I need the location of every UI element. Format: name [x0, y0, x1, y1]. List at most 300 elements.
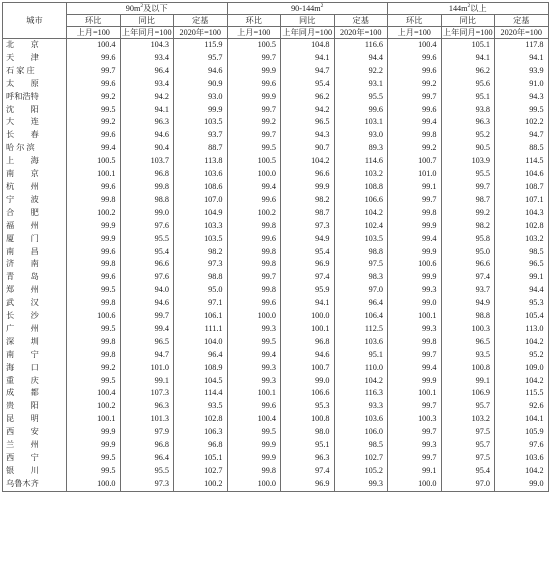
index-value-cell: 100.1 [227, 387, 281, 400]
table-row [3, 181, 549, 194]
index-value-cell: 99.3 [388, 284, 442, 297]
index-value-cell: 117.8 [495, 39, 549, 52]
index-value-cell: 106.3 [174, 426, 228, 439]
index-value-cell: 103.9 [441, 155, 495, 168]
index-value-cell: 91.0 [495, 78, 549, 91]
city-cell: 重 庆 [3, 375, 67, 388]
base-header: 上年同月=100 [121, 28, 172, 37]
index-value-cell: 103.3 [174, 220, 228, 233]
index-value-cell: 96.8 [174, 439, 228, 452]
index-value-cell: 104.3 [120, 39, 174, 52]
index-value-cell: 99.6 [227, 297, 281, 310]
table-row [3, 336, 549, 349]
index-value-cell: 99.6 [388, 65, 442, 78]
index-value-cell: 99.7 [67, 65, 121, 78]
index-value-cell: 99.2 [67, 362, 121, 375]
index-value-cell: 97.6 [120, 271, 174, 284]
table-row [3, 413, 549, 426]
index-value-cell: 94.2 [281, 104, 335, 117]
index-value-cell: 99.4 [388, 116, 442, 129]
index-value-cell: 98.3 [334, 271, 388, 284]
index-value-cell: 99.2 [227, 116, 281, 129]
city-cell: 福 州 [3, 220, 67, 233]
index-value-cell: 94.7 [120, 349, 174, 362]
index-value-cell: 99.9 [388, 375, 442, 388]
index-value-cell: 99.9 [388, 271, 442, 284]
table-row [3, 465, 549, 478]
index-value-cell: 99.6 [227, 194, 281, 207]
index-value-cell: 106.4 [334, 310, 388, 323]
index-value-cell: 95.1 [334, 349, 388, 362]
index-value-cell: 94.0 [120, 284, 174, 297]
index-value-cell: 97.9 [120, 426, 174, 439]
index-value-cell: 99.7 [120, 310, 174, 323]
city-cell: 郑 州 [3, 284, 67, 297]
index-value-cell: 99.3 [388, 323, 442, 336]
sub-header: 同比 [120, 15, 174, 27]
index-value-cell: 99.0 [120, 207, 174, 220]
index-value-cell: 96.5 [495, 258, 549, 271]
table-row [3, 439, 549, 452]
index-value-cell: 106.9 [441, 387, 495, 400]
index-value-cell: 98.2 [174, 246, 228, 259]
group-header-large: $144m^2$以上 [388, 3, 549, 15]
index-value-cell: 99.6 [227, 400, 281, 413]
index-value-cell: 95.4 [281, 78, 335, 91]
table-row [3, 233, 549, 246]
index-value-cell: 93.5 [174, 400, 228, 413]
city-cell: 沈 阳 [3, 104, 67, 117]
index-value-cell: 99.7 [227, 52, 281, 65]
index-value-cell: 99.8 [120, 181, 174, 194]
index-value-cell: 102.7 [334, 452, 388, 465]
index-value-cell: 94.7 [281, 65, 335, 78]
index-value-cell: 103.1 [334, 116, 388, 129]
index-value-cell: 95.7 [441, 400, 495, 413]
index-value-cell: 95.5 [334, 91, 388, 104]
index-value-cell: 109.0 [495, 362, 549, 375]
index-value-cell: 99.9 [67, 233, 121, 246]
index-value-cell: 103.6 [495, 452, 549, 465]
index-value-cell: 99.9 [281, 181, 335, 194]
index-value-cell: 99.8 [67, 297, 121, 310]
index-value-cell: 100.5 [67, 155, 121, 168]
index-value-cell: 95.2 [495, 349, 549, 362]
index-value-cell: 96.3 [441, 116, 495, 129]
index-value-cell: 97.0 [334, 284, 388, 297]
index-value-cell: 104.2 [334, 207, 388, 220]
index-value-cell: 107.1 [495, 194, 549, 207]
index-value-cell: 99.4 [227, 181, 281, 194]
base-header: 上月=100 [67, 27, 121, 39]
city-cell: 合 肥 [3, 207, 67, 220]
index-value-cell: 94.7 [495, 129, 549, 142]
index-value-cell: 93.1 [334, 78, 388, 91]
index-value-cell: 95.5 [120, 465, 174, 478]
index-value-cell: 100.4 [388, 39, 442, 52]
index-value-cell: 88.7 [174, 142, 228, 155]
index-value-cell: 103.2 [495, 233, 549, 246]
table-row [3, 478, 549, 491]
index-value-cell: 99.2 [388, 78, 442, 91]
index-value-cell: 100.2 [67, 207, 121, 220]
index-value-cell: 100.2 [67, 400, 121, 413]
index-value-cell: 97.1 [174, 297, 228, 310]
index-value-cell: 99.3 [227, 375, 281, 388]
index-value-cell: 99.6 [388, 52, 442, 65]
index-value-cell: 108.9 [174, 362, 228, 375]
city-cell: 北 京 [3, 39, 67, 52]
index-value-cell: 96.2 [281, 91, 335, 104]
index-value-cell: 108.8 [334, 181, 388, 194]
sub-header: 定基 [174, 15, 228, 27]
index-value-cell: 96.8 [281, 336, 335, 349]
index-value-cell: 97.5 [441, 426, 495, 439]
index-value-cell: 95.3 [281, 400, 335, 413]
index-value-cell: 99.6 [67, 246, 121, 259]
index-value-cell: 90.4 [120, 142, 174, 155]
index-value-cell: 99.8 [227, 258, 281, 271]
city-cell: 杭 州 [3, 181, 67, 194]
index-value-cell: 100.2 [227, 207, 281, 220]
city-cell: 深 圳 [3, 336, 67, 349]
table-row [3, 271, 549, 284]
index-value-cell: 99.8 [388, 336, 442, 349]
index-value-cell: 99.8 [227, 284, 281, 297]
index-value-cell: 99.8 [388, 129, 442, 142]
index-value-cell: 90.7 [281, 142, 335, 155]
index-value-cell: 99.9 [227, 91, 281, 104]
index-value-cell: 104.2 [495, 375, 549, 388]
index-value-cell: 99.5 [67, 452, 121, 465]
index-value-cell: 93.4 [120, 78, 174, 91]
city-cell: 成 都 [3, 387, 67, 400]
index-value-cell: 99.3 [334, 478, 388, 491]
table-row [3, 220, 549, 233]
index-value-cell: 98.7 [441, 194, 495, 207]
index-value-cell: 94.1 [441, 52, 495, 65]
index-value-cell: 98.5 [495, 246, 549, 259]
city-cell: 西 安 [3, 426, 67, 439]
index-value-cell: 95.1 [441, 91, 495, 104]
table-row [3, 375, 549, 388]
index-value-cell: 99.7 [227, 271, 281, 284]
index-value-cell: 115.5 [495, 387, 549, 400]
table-row [3, 387, 549, 400]
index-value-cell: 95.7 [174, 52, 228, 65]
base-header: 2020年=100 [334, 27, 388, 39]
index-value-cell: 99.9 [174, 104, 228, 117]
index-value-cell: 93.9 [495, 65, 549, 78]
index-value-cell: 94.3 [281, 129, 335, 142]
index-value-cell: 99.0 [281, 375, 335, 388]
city-cell: 呼和浩特 [3, 91, 67, 104]
index-value-cell: 99.8 [67, 349, 121, 362]
index-value-cell: 105.1 [174, 452, 228, 465]
index-value-cell: 100.4 [67, 39, 121, 52]
city-cell: 南 宁 [3, 349, 67, 362]
index-value-cell: 99.2 [388, 142, 442, 155]
index-value-cell: 111.1 [174, 323, 228, 336]
index-value-cell: 99.5 [67, 323, 121, 336]
table-row [3, 52, 549, 65]
index-value-cell: 97.0 [441, 478, 495, 491]
index-value-cell: 106.6 [334, 194, 388, 207]
index-value-cell: 96.6 [281, 168, 335, 181]
city-column-header: 城市 [3, 3, 67, 39]
index-value-cell: 103.5 [174, 233, 228, 246]
table-row [3, 207, 549, 220]
index-value-cell: 103.5 [174, 116, 228, 129]
sub-header: 同比 [441, 15, 495, 27]
index-value-cell: 95.7 [441, 439, 495, 452]
index-value-cell: 98.2 [441, 220, 495, 233]
table-row [3, 104, 549, 117]
city-cell: 长 春 [3, 129, 67, 142]
index-value-cell: 99.7 [388, 452, 442, 465]
base-header: 上月=100 [227, 27, 281, 39]
table-row [3, 400, 549, 413]
index-value-cell: 102.7 [174, 465, 228, 478]
sub-header: 环比 [227, 15, 281, 27]
index-value-cell: 94.6 [120, 297, 174, 310]
table-row [3, 284, 549, 297]
index-value-cell: 99.9 [227, 65, 281, 78]
index-value-cell: 96.3 [120, 400, 174, 413]
index-value-cell: 96.9 [281, 258, 335, 271]
index-value-cell: 95.1 [281, 439, 335, 452]
index-value-cell: 99.6 [227, 78, 281, 91]
index-value-cell: 97.3 [174, 258, 228, 271]
index-value-cell: 107.3 [120, 387, 174, 400]
index-value-cell: 100.0 [67, 478, 121, 491]
index-value-cell: 94.6 [120, 129, 174, 142]
index-value-cell: 99.3 [227, 323, 281, 336]
index-value-cell: 96.3 [120, 116, 174, 129]
index-value-cell: 100.1 [388, 387, 442, 400]
city-cell: 武 汉 [3, 297, 67, 310]
city-cell: 长 沙 [3, 310, 67, 323]
sub-header: 环比 [388, 15, 442, 27]
index-value-cell: 93.0 [174, 91, 228, 104]
index-value-cell: 92.2 [334, 65, 388, 78]
table-row [3, 78, 549, 91]
index-value-cell: 100.1 [67, 413, 121, 426]
table-body [3, 39, 549, 492]
index-value-cell: 96.8 [120, 439, 174, 452]
city-cell: 上 海 [3, 155, 67, 168]
city-cell: 厦 门 [3, 233, 67, 246]
city-cell: 哈 尔 滨 [3, 142, 67, 155]
index-value-cell: 97.4 [281, 271, 335, 284]
index-value-cell: 95.4 [441, 465, 495, 478]
index-value-cell: 99.2 [441, 207, 495, 220]
index-value-cell: 100.7 [281, 362, 335, 375]
index-value-cell: 96.8 [120, 168, 174, 181]
city-cell: 昆 明 [3, 413, 67, 426]
index-value-cell: 100.1 [67, 168, 121, 181]
index-value-cell: 100.2 [174, 478, 228, 491]
sub-header: 同比 [281, 15, 335, 27]
city-cell: 南 昌 [3, 246, 67, 259]
index-value-cell: 99.0 [388, 297, 442, 310]
index-value-cell: 104.6 [495, 168, 549, 181]
index-value-cell: 104.8 [281, 39, 335, 52]
index-value-cell: 108.6 [174, 181, 228, 194]
city-cell: 西 宁 [3, 452, 67, 465]
index-value-cell: 93.7 [441, 284, 495, 297]
city-cell: 青 岛 [3, 271, 67, 284]
index-value-cell: 98.0 [281, 426, 335, 439]
index-value-cell: 95.6 [441, 78, 495, 91]
index-value-cell: 100.0 [227, 310, 281, 323]
index-value-cell: 99.5 [495, 104, 549, 117]
index-value-cell: 99.7 [227, 129, 281, 142]
base-header: 上月=100 [388, 27, 442, 39]
index-value-cell: 105.9 [495, 426, 549, 439]
index-value-cell: 104.2 [281, 155, 335, 168]
index-value-cell: 95.2 [441, 129, 495, 142]
table-row [3, 39, 549, 52]
index-value-cell: 102.2 [495, 116, 549, 129]
index-value-cell: 99.3 [388, 439, 442, 452]
index-value-cell: 96.4 [120, 452, 174, 465]
index-value-cell: 99.8 [227, 220, 281, 233]
city-cell: 海 口 [3, 362, 67, 375]
index-value-cell: 99.6 [67, 181, 121, 194]
city-cell: 贵 阳 [3, 400, 67, 413]
index-value-cell: 99.9 [388, 220, 442, 233]
index-value-cell: 115.9 [174, 39, 228, 52]
index-value-cell: 99.7 [388, 349, 442, 362]
index-value-cell: 103.2 [334, 168, 388, 181]
index-value-cell: 98.8 [174, 271, 228, 284]
index-value-cell: 104.2 [334, 375, 388, 388]
index-value-cell: 98.8 [334, 246, 388, 259]
index-value-cell: 94.1 [495, 52, 549, 65]
index-value-cell: 99.9 [67, 426, 121, 439]
index-value-cell: 97.5 [441, 452, 495, 465]
index-value-cell: 102.4 [334, 220, 388, 233]
index-value-cell: 96.6 [441, 258, 495, 271]
index-value-cell: 99.9 [67, 220, 121, 233]
index-value-cell: 99.6 [67, 78, 121, 91]
index-value-cell: 100.0 [281, 310, 335, 323]
index-value-cell: 97.3 [120, 478, 174, 491]
index-value-cell: 94.2 [120, 91, 174, 104]
index-value-cell: 104.5 [174, 375, 228, 388]
sub-header: 定基 [495, 15, 549, 27]
index-value-cell: 110.0 [334, 362, 388, 375]
index-value-cell: 99.1 [120, 375, 174, 388]
table-row [3, 297, 549, 310]
index-value-cell: 94.4 [334, 52, 388, 65]
table-row [3, 362, 549, 375]
index-value-cell: 96.9 [281, 478, 335, 491]
table-row [3, 426, 549, 439]
city-cell: 大 连 [3, 116, 67, 129]
index-value-cell: 99.4 [227, 349, 281, 362]
index-value-cell: 96.4 [334, 297, 388, 310]
index-value-cell: 104.0 [174, 336, 228, 349]
index-value-cell: 99.7 [388, 91, 442, 104]
index-value-cell: 97.5 [334, 258, 388, 271]
table-row [3, 452, 549, 465]
index-value-cell: 116.6 [334, 39, 388, 52]
index-value-cell: 100.1 [388, 310, 442, 323]
index-value-cell: 99.8 [227, 246, 281, 259]
index-value-cell: 104.2 [495, 465, 549, 478]
index-value-cell: 114.5 [495, 155, 549, 168]
index-value-cell: 100.0 [227, 168, 281, 181]
index-value-cell: 99.1 [388, 465, 442, 478]
index-value-cell: 88.5 [495, 142, 549, 155]
index-value-cell: 99.5 [227, 336, 281, 349]
index-value-cell: 103.2 [441, 413, 495, 426]
table-row [3, 142, 549, 155]
index-value-cell: 99.5 [227, 426, 281, 439]
base-header: 上年同月=100 [442, 28, 493, 37]
city-cell: 南 京 [3, 168, 67, 181]
index-value-cell: 95.5 [441, 168, 495, 181]
index-value-cell: 98.7 [281, 207, 335, 220]
index-value-cell: 100.0 [227, 478, 281, 491]
index-value-cell: 96.3 [281, 452, 335, 465]
index-value-cell: 99.1 [441, 375, 495, 388]
index-value-cell: 99.8 [388, 207, 442, 220]
index-value-cell: 97.4 [441, 271, 495, 284]
index-value-cell: 99.6 [67, 271, 121, 284]
index-value-cell: 99.9 [227, 452, 281, 465]
city-cell: 天 津 [3, 52, 67, 65]
price-index-table [2, 2, 549, 492]
index-value-cell: 99.9 [67, 439, 121, 452]
index-value-cell: 96.5 [120, 336, 174, 349]
index-value-cell: 114.4 [174, 387, 228, 400]
index-value-cell: 89.3 [334, 142, 388, 155]
index-value-cell: 95.4 [281, 246, 335, 259]
city-cell: 银 川 [3, 465, 67, 478]
index-value-cell: 96.2 [441, 65, 495, 78]
index-value-cell: 99.5 [227, 142, 281, 155]
index-value-cell: 99.5 [67, 104, 121, 117]
index-value-cell: 100.5 [227, 39, 281, 52]
index-value-cell: 102.8 [495, 220, 549, 233]
city-cell: 济 南 [3, 258, 67, 271]
index-value-cell: 99.5 [67, 465, 121, 478]
index-value-cell: 104.2 [495, 336, 549, 349]
index-value-cell: 99.7 [227, 104, 281, 117]
index-value-cell: 99.0 [495, 478, 549, 491]
index-value-cell: 106.0 [334, 426, 388, 439]
index-value-cell: 103.6 [174, 168, 228, 181]
city-cell: 广 州 [3, 323, 67, 336]
index-value-cell: 94.4 [495, 284, 549, 297]
index-value-cell: 100.6 [388, 258, 442, 271]
index-value-cell: 97.6 [120, 220, 174, 233]
index-value-cell: 93.4 [120, 52, 174, 65]
index-value-cell: 101.0 [388, 168, 442, 181]
index-value-cell: 94.1 [120, 104, 174, 117]
table-row [3, 129, 549, 142]
index-value-cell: 93.8 [441, 104, 495, 117]
index-value-cell: 105.4 [495, 310, 549, 323]
index-value-cell: 103.6 [334, 336, 388, 349]
index-value-cell: 95.8 [441, 233, 495, 246]
table-row [3, 65, 549, 78]
index-value-cell: 99.8 [67, 194, 121, 207]
index-value-cell: 99.3 [227, 362, 281, 375]
